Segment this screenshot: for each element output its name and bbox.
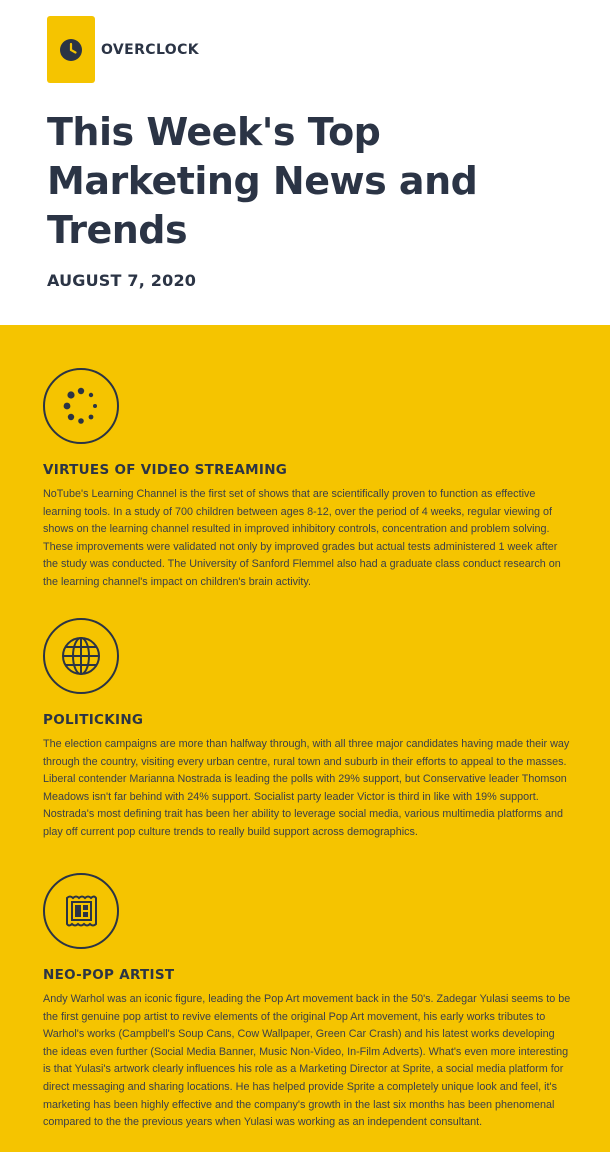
icon-circle [43, 618, 119, 694]
section-body: Andy Warhol was an iconic figure, leading the Pop Art movement back in the 50's. Zadegar Yulasi seems to be the first genuine pop artist to revive elements of the original Pop Art movement, his early works tributes to Warhol's works (Campbell's Soup Cans, Cow Wallpaper, Green Car Crash) and his latest works developing the ideas even further (Social Media Banner, Music Non-Video, In-Film Adverts). What's even more interesting is that Yulasi's artwork clearly influences his role as a Marketing Director at Sprite, a social media platform for direct messaging and sharing locations. He has helped provide Sprite a completely unique look and feel, it's marketing has been highly effective and the company's growth in the last six months has been phenomenal compared to the the previous years when Yulasi was working as an independent consultant. [43, 993, 571, 1129]
section-body: NoTube's Learning Channel is the first set of shows that are scientifically proven to function as effective learning tools. In a study of 700 children between ages 8-12, over the period of 4 weeks, regular viewing of shows on the learning channel resulted in improved inhibitory controls, concentration and problem solving. These improvements were validated not only by improved grades but actual tests administered 1 week after the study was conducted. The University of Sanford Flemmel also had a graduate class conduct research on the learning channel's impact on children's brain activity. [43, 488, 561, 588]
news-content [0, 325, 610, 1152]
header [0, 0, 610, 325]
icon-circle [43, 873, 119, 949]
publish-date: AUGUST 7, 2020 [47, 271, 197, 290]
section-title: POLITICKING [43, 712, 144, 728]
section-title: NEO-POP ARTIST [43, 967, 175, 983]
section-politicking [43, 618, 571, 842]
loading-dots-icon [59, 384, 103, 428]
icon-circle [43, 368, 119, 444]
section-video-streaming [43, 368, 571, 592]
clock-icon [58, 37, 84, 63]
section-title: VIRTUES OF VIDEO STREAMING [43, 462, 288, 478]
page-title: This Week's Top Marketing News and Trends [47, 110, 478, 252]
section-neo-pop-artist [43, 873, 571, 1132]
brand-name: OVERCLOCK [101, 41, 200, 58]
logo [47, 16, 95, 83]
framed-art-icon [59, 889, 103, 933]
section-body: The election campaigns are more than halfway through, with all three major candidates having made their way through the country, visiting every urban centre, rural town and suburb in their efforts to appeal to the masses. Liberal contender Marianna Nostrada is leading the polls with 29% support, but Conservative leader Thomson Meadows isn't far behind with 24% support. Socialist party leader Victor is third in like with 19% support. Nostrada's most defining trait has been her ability to leverage social media, various multimedia platforms and play off current pop culture trends to really build support across demographics. [43, 738, 570, 838]
brand [47, 16, 199, 83]
globe-icon [59, 634, 103, 678]
